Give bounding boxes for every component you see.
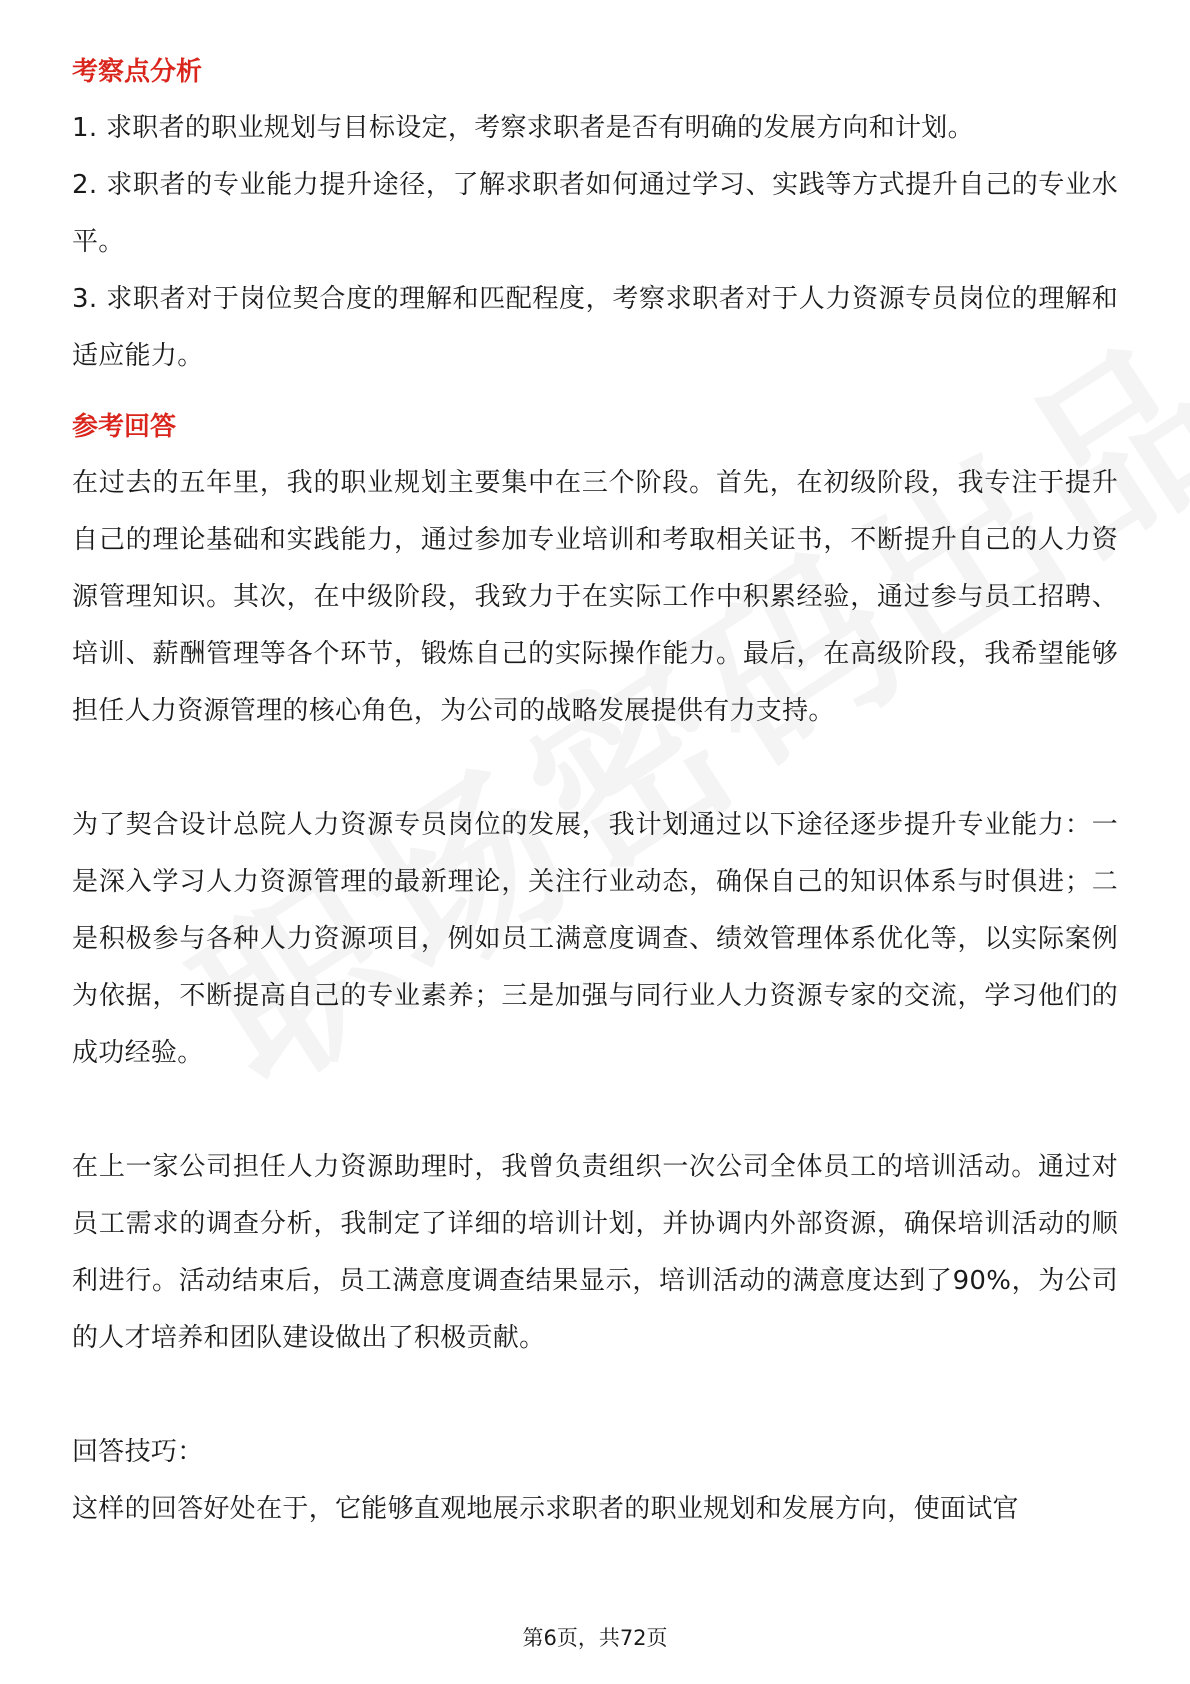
spacer bbox=[72, 740, 1118, 797]
page-number-footer: 第6页，共72页 bbox=[522, 1626, 668, 1650]
spacer bbox=[72, 1082, 1118, 1139]
analysis-point-3: 3. 求职者对于岗位契合度的理解和匹配程度，考察求职者对于人力资源专员岗位的理解和适应能力。 bbox=[72, 284, 1118, 371]
section-title-reference-answer: 参考回答 bbox=[72, 412, 177, 442]
answer-paragraph-2: 为了契合设计总院人力资源专员岗位的发展，我计划通过以下途径逐步提升专业能力：一是深入学习人力资源管理的最新理论，关注行业动态，确保自己的知识体系与时俱进；二是积极参与各种人力资源项目，例如员工满意度调查、绩效管理体系优化等，以实际案例为依据，不断提高自己的专业素养；三是加强与同行业人力资源专家的交流，学习他们的成功经验。 bbox=[72, 810, 1118, 1068]
spacer bbox=[72, 385, 1118, 399]
answer-paragraph-3: 在上一家公司担任人力资源助理时，我曾负责组织一次公司全体员工的培训活动。通过对员工需求的调查分析，我制定了详细的培训计划，并协调内外部资源，确保培训活动的顺利进行。活动结束后，员工满意度调查结果显示，培训活动的满意度达到了90%，为公司的人才培养和团队建设做出了积极贡献。 bbox=[72, 1152, 1118, 1353]
document-page bbox=[72, 44, 1118, 1538]
section-title-analysis: 考察点分析 bbox=[72, 57, 203, 87]
answer-tips-heading: 回答技巧： bbox=[72, 1437, 204, 1467]
spacer bbox=[72, 1367, 1118, 1424]
analysis-point-2: 2. 求职者的专业能力提升途径，了解求职者如何通过学习、实践等方式提升自己的专业水平。 bbox=[72, 170, 1118, 257]
answer-tips-text: 这样的回答好处在于，它能够直观地展示求职者的职业规划和发展方向，使面试官 bbox=[72, 1494, 1019, 1524]
answer-paragraph-1: 在过去的五年里，我的职业规划主要集中在三个阶段。首先，在初级阶段，我专注于提升自己的理论基础和实践能力，通过参加专业培训和考取相关证书，不断提升自己的人力资源管理知识。其次，在中级阶段，我致力于在实际工作中积累经验，通过参与员工招聘、培训、薪酬管理等各个环节，锻炼自己的实际操作能力。最后，在高级阶段，我希望能够担任人力资源管理的核心角色，为公司的战略发展提供有力支持。 bbox=[72, 468, 1118, 726]
analysis-point-1: 1. 求职者的职业规划与目标设定，考察求职者是否有明确的发展方向和计划。 bbox=[72, 113, 974, 143]
